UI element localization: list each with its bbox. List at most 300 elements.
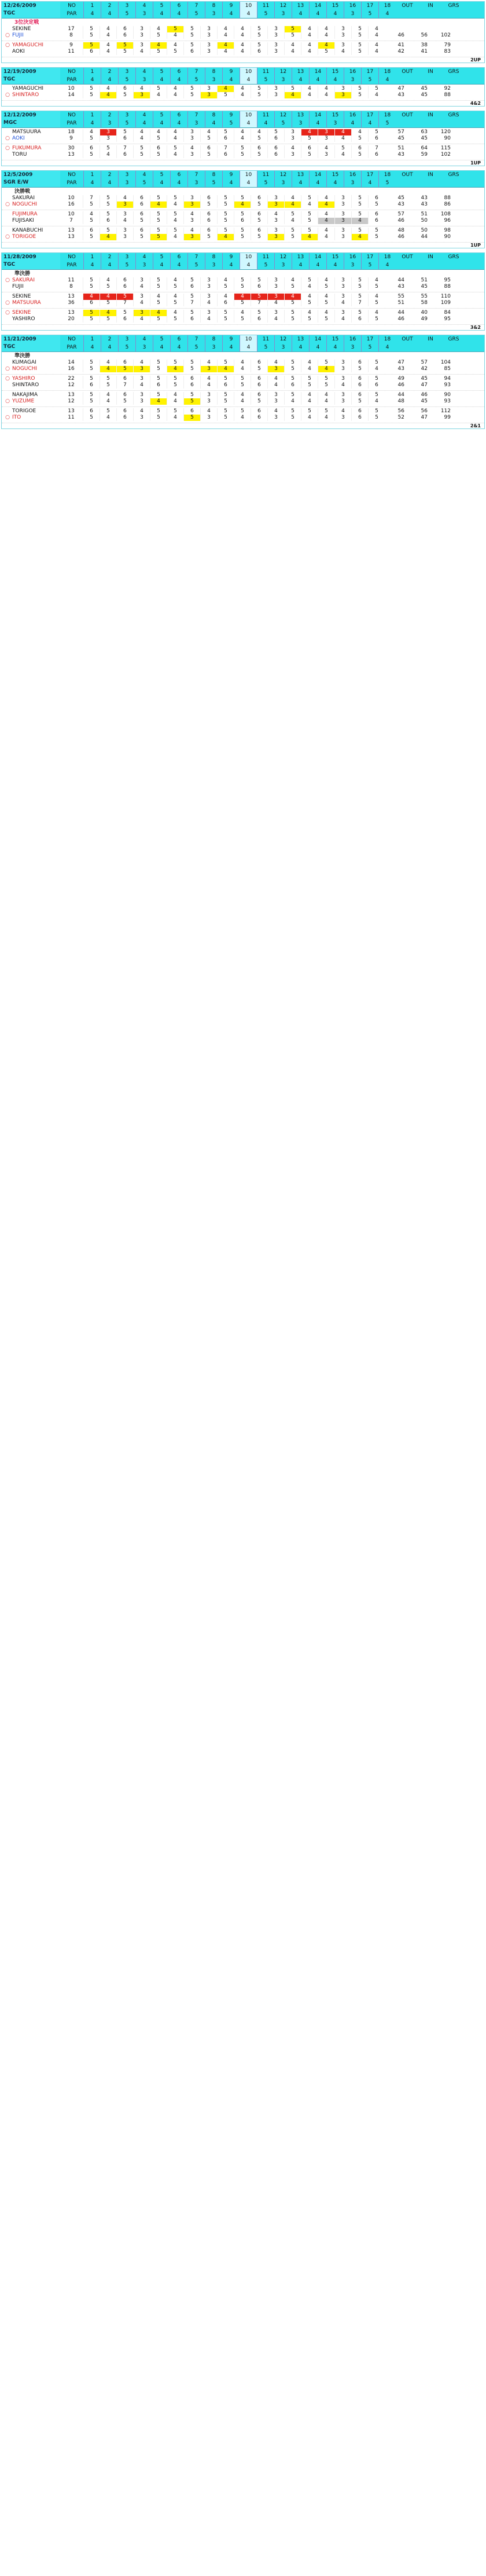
- hole-number: 18: [378, 335, 396, 343]
- hole-score: 4: [334, 382, 351, 389]
- hole-score: 5: [318, 316, 334, 323]
- hole-score: 4: [150, 42, 167, 49]
- par-value: 4: [361, 119, 378, 127]
- hole-score: 5: [100, 228, 116, 234]
- hole-score: 4: [368, 366, 385, 372]
- no-label: NO: [68, 336, 76, 342]
- out-label: OUT: [402, 336, 413, 342]
- hole-score: 5: [301, 382, 318, 389]
- round-card: [1, 111, 485, 166]
- hole-score: 5: [83, 310, 100, 316]
- hole-number: 1: [83, 111, 101, 119]
- par-value: 4: [326, 179, 344, 187]
- handicap: 22: [68, 376, 75, 382]
- hole-score: 4: [100, 42, 116, 49]
- in-total: 50: [421, 228, 428, 233]
- in-total: 45: [421, 284, 428, 290]
- hole-grid-header: [60, 68, 484, 84]
- winner-mark: [3, 129, 12, 135]
- hole-score: 6: [351, 376, 368, 382]
- hole-number: 16: [344, 2, 361, 10]
- match-tag: 準決勝: [14, 271, 31, 277]
- hole-score: 4: [217, 366, 234, 372]
- hole-score: 4: [217, 86, 234, 92]
- hole-score: 5: [234, 234, 251, 240]
- hole-number: 6: [170, 171, 187, 179]
- hole-number: 16: [344, 171, 361, 179]
- par-value: 4: [83, 76, 101, 84]
- player-row: [2, 300, 484, 306]
- hole-number: 8: [205, 2, 222, 10]
- winner-mark: ○: [5, 42, 10, 48]
- in-total: 49: [421, 316, 428, 322]
- hole-score: 3: [267, 392, 284, 398]
- match-group: [2, 226, 484, 243]
- hole-score: 5: [150, 415, 167, 421]
- hole-score: 4: [267, 360, 284, 366]
- par-value: 4: [83, 10, 101, 18]
- hole-score: 4: [100, 294, 116, 300]
- gross-total: 88: [444, 284, 451, 290]
- par-value: 4: [292, 179, 309, 187]
- hole-score: 5: [251, 42, 267, 49]
- hole-number: 13: [292, 335, 309, 343]
- hole-score: 5: [83, 316, 100, 323]
- hole-score: 4: [318, 398, 334, 405]
- no-label: NO: [68, 69, 76, 75]
- match-result: 3&2: [470, 325, 481, 330]
- par-value: 3: [135, 76, 153, 84]
- hole-score: 4: [167, 277, 183, 284]
- player-name: SAKURAI: [12, 277, 35, 283]
- hole-score: 5: [368, 376, 385, 382]
- round-card: [1, 67, 485, 107]
- hole-score: 3: [267, 195, 284, 201]
- handicap: 13: [68, 310, 75, 316]
- round-card: [1, 1, 485, 63]
- hole-score: 4: [133, 382, 150, 389]
- hole-score: 4: [284, 49, 301, 55]
- par-value: 4: [222, 179, 240, 187]
- hole-score: 5: [368, 392, 385, 398]
- par-value: 4: [153, 179, 170, 187]
- hole-score: 5: [251, 86, 267, 92]
- hole-score: 5: [167, 49, 183, 55]
- hole-score: 4: [133, 49, 150, 55]
- hole-score: 6: [116, 408, 133, 415]
- hole-score: 5: [83, 26, 100, 32]
- hole-score: 3: [200, 366, 217, 372]
- hole-number: 6: [170, 335, 187, 343]
- hole-number: 8: [205, 253, 222, 261]
- hole-score: 4: [150, 201, 167, 208]
- par-value: 4: [361, 179, 378, 187]
- hole-score: 5: [351, 86, 368, 92]
- hole-score: 3: [183, 135, 200, 142]
- hole-number-row: [60, 253, 484, 261]
- hole-score: 5: [167, 360, 183, 366]
- hole-number: 14: [309, 68, 326, 76]
- hole-score: 5: [351, 310, 368, 316]
- hole-number: 3: [118, 253, 135, 261]
- hole-score: 4: [334, 49, 351, 55]
- hole-score: 4: [200, 360, 217, 366]
- hole-score: 5: [116, 42, 133, 49]
- player-name-cell: [2, 376, 60, 382]
- hole-score: 5: [284, 300, 301, 306]
- hole-score: 4: [234, 415, 251, 421]
- player-row: [2, 129, 484, 135]
- par-value: 4: [326, 10, 344, 18]
- hole-score: 5: [234, 211, 251, 218]
- hole-score: 5: [217, 218, 234, 224]
- hole-number: 7: [187, 2, 205, 10]
- hole-score: 4: [183, 228, 200, 234]
- hole-score: 5: [150, 86, 167, 92]
- hole-score: 5: [150, 218, 167, 224]
- player-name-cell: [2, 195, 60, 201]
- hole-score: 5: [150, 277, 167, 284]
- gross-total: 115: [440, 145, 451, 151]
- hole-score: 5: [133, 152, 150, 158]
- handicap: 17: [68, 26, 75, 32]
- hole-score: 6: [217, 382, 234, 389]
- in-total: 57: [421, 360, 428, 365]
- hole-number: 9: [222, 335, 240, 343]
- hole-score: 5: [217, 129, 234, 135]
- hole-score: 4: [368, 277, 385, 284]
- par-value: 5: [118, 76, 135, 84]
- hole-score: 4: [167, 392, 183, 398]
- par-value: 4: [378, 343, 396, 351]
- hole-score: 3: [267, 49, 284, 55]
- hole-score: 4: [251, 129, 267, 135]
- hole-number: 14: [309, 2, 326, 10]
- hole-score: 3: [100, 129, 116, 135]
- hole-score: 4: [301, 366, 318, 372]
- hole-score: 4: [133, 129, 150, 135]
- handicap: 13: [68, 228, 75, 233]
- hole-score: 6: [267, 145, 284, 152]
- player-name: TORIGOE: [12, 408, 36, 414]
- hole-score: 4: [368, 294, 385, 300]
- hole-score: 3: [267, 284, 284, 290]
- match-group: [2, 128, 484, 144]
- hole-score: 4: [318, 415, 334, 421]
- hole-score: 5: [318, 360, 334, 366]
- par-value: 4: [292, 261, 309, 269]
- hole-score: 3: [267, 92, 284, 98]
- player-row: [2, 382, 484, 389]
- hole-score: 4: [217, 234, 234, 240]
- hole-score: 5: [183, 310, 200, 316]
- round-course: TGC: [3, 262, 16, 268]
- hole-number: 4: [135, 171, 153, 179]
- gross-total: 88: [444, 92, 451, 98]
- hole-score: 4: [318, 392, 334, 398]
- hole-score: 6: [83, 49, 100, 55]
- player-row: [2, 277, 484, 284]
- hole-score: 4: [234, 26, 251, 32]
- handicap: 10: [68, 86, 75, 91]
- hole-number: 18: [378, 171, 396, 179]
- out-total: 56: [397, 408, 404, 414]
- par-value: 3: [274, 179, 292, 187]
- hole-score: 4: [368, 42, 385, 49]
- hole-score: 6: [200, 228, 217, 234]
- hole-number: 15: [326, 68, 344, 76]
- hole-score: 4: [167, 218, 183, 224]
- player-row: [2, 145, 484, 152]
- hole-score: 6: [116, 86, 133, 92]
- hole-score: 4: [167, 310, 183, 316]
- hole-score: 5: [301, 408, 318, 415]
- hole-score: 3: [267, 86, 284, 92]
- hole-score: 6: [368, 135, 385, 142]
- player-row: [2, 92, 484, 98]
- par-value: 4: [309, 119, 326, 127]
- hole-score: 4: [100, 234, 116, 240]
- par-value: 3: [344, 261, 361, 269]
- gross-total: 112: [440, 408, 451, 414]
- hole-score: 5: [183, 86, 200, 92]
- hole-score: 4: [234, 92, 251, 98]
- winner-mark: [3, 392, 12, 398]
- handicap: 14: [68, 360, 75, 365]
- hole-score: 4: [83, 211, 100, 218]
- handicap: 8: [69, 32, 73, 38]
- hole-score: 5: [351, 284, 368, 290]
- handicap: 13: [68, 152, 75, 157]
- hole-number: 1: [83, 68, 101, 76]
- hole-score: 5: [116, 366, 133, 372]
- par-value: 4: [309, 76, 326, 84]
- player-name: YAMAGUCHI: [12, 86, 43, 91]
- hole-score: 5: [183, 366, 200, 372]
- hole-score: 4: [301, 42, 318, 49]
- out-total: 49: [397, 376, 404, 382]
- par-label: PAR: [67, 262, 77, 268]
- hole-score: 4: [301, 398, 318, 405]
- hole-score: 6: [100, 218, 116, 224]
- hole-score: 5: [234, 277, 251, 284]
- par-value: 5: [187, 261, 205, 269]
- hole-score: 5: [234, 316, 251, 323]
- player-name: AOKI: [12, 135, 25, 141]
- hole-score: 6: [116, 376, 133, 382]
- player-name: KANABUCHI: [12, 228, 43, 233]
- out-total: 46: [397, 316, 404, 322]
- hole-score: 3: [334, 92, 351, 98]
- hole-score: 4: [234, 366, 251, 372]
- winner-mark: [3, 316, 12, 323]
- hole-grid-header: [60, 335, 484, 351]
- gross-total: 102: [440, 32, 451, 38]
- gross-total: 96: [444, 218, 451, 223]
- hole-score: 5: [183, 392, 200, 398]
- match-group: [2, 270, 484, 292]
- winner-mark: [3, 26, 12, 32]
- hole-score: 5: [368, 129, 385, 135]
- hole-score: 5: [100, 376, 116, 382]
- match-group: [2, 292, 484, 309]
- hole-score: 4: [234, 294, 251, 300]
- hole-score: 5: [150, 135, 167, 142]
- out-total: 48: [397, 228, 404, 233]
- winner-mark: ○: [5, 234, 10, 240]
- hole-score: 4: [150, 129, 167, 135]
- hole-score: 3: [334, 310, 351, 316]
- handicap: 13: [68, 408, 75, 414]
- hole-score: 5: [217, 360, 234, 366]
- player-name-cell: [2, 366, 60, 372]
- hole-score: 5: [318, 49, 334, 55]
- hole-score: 6: [133, 211, 150, 218]
- out-total: 44: [397, 392, 404, 398]
- par-value: 5: [118, 261, 135, 269]
- hole-score: 4: [334, 300, 351, 306]
- hole-score: 5: [251, 152, 267, 158]
- gross-total: 94: [444, 376, 451, 382]
- par-value: 4: [170, 119, 187, 127]
- hole-score: 5: [234, 408, 251, 415]
- hole-score: 4: [351, 234, 368, 240]
- hole-score: 3: [334, 218, 351, 224]
- hole-score: 6: [200, 211, 217, 218]
- hole-score: 6: [200, 145, 217, 152]
- hole-score: 6: [351, 360, 368, 366]
- par-label: PAR: [67, 11, 77, 17]
- gross-total: 88: [444, 195, 451, 201]
- in-total: 43: [421, 201, 428, 207]
- hole-score: 3: [334, 26, 351, 32]
- hole-score: 4: [200, 408, 217, 415]
- hole-score: 6: [251, 360, 267, 366]
- hole-score: 5: [351, 228, 368, 234]
- in-total: 40: [421, 310, 428, 316]
- hole-number: 5: [153, 171, 170, 179]
- par-value: 4: [222, 10, 240, 18]
- hole-score: 5: [133, 234, 150, 240]
- hole-score: 5: [83, 152, 100, 158]
- in-total: 46: [421, 392, 428, 398]
- par-value: 4: [170, 179, 187, 187]
- par-label: PAR: [67, 345, 77, 350]
- hole-number: 18: [378, 68, 396, 76]
- hole-score: 4: [83, 129, 100, 135]
- hole-score: 3: [200, 398, 217, 405]
- hole-score: 5: [284, 316, 301, 323]
- hole-score: 4: [318, 277, 334, 284]
- hole-score: 5: [234, 195, 251, 201]
- hole-number: 18: [378, 253, 396, 261]
- round-date: 11/28/2009: [3, 254, 36, 260]
- player-name-cell: [2, 284, 60, 290]
- hole-score: 3: [267, 366, 284, 372]
- hole-number: 13: [292, 171, 309, 179]
- hole-score: 6: [133, 201, 150, 208]
- hole-score: 6: [150, 145, 167, 152]
- gross-total: 86: [444, 201, 451, 207]
- hole-number: 11: [257, 253, 274, 261]
- handicap: 13: [68, 392, 75, 398]
- player-name: FUJII: [12, 284, 24, 290]
- winner-mark: [3, 284, 12, 290]
- hole-score: 5: [217, 310, 234, 316]
- winner-mark: [3, 195, 12, 201]
- player-name-cell: [2, 294, 60, 300]
- hole-number: 17: [361, 68, 378, 76]
- hole-score: 4: [301, 360, 318, 366]
- in-total: 45: [421, 86, 428, 91]
- winner-mark: [3, 382, 12, 389]
- hole-number: 5: [153, 253, 170, 261]
- hole-number: 7: [187, 171, 205, 179]
- hole-score: 5: [83, 218, 100, 224]
- hole-score: 4: [167, 398, 183, 405]
- hole-score: 5: [83, 135, 100, 142]
- hole-score: 4: [301, 392, 318, 398]
- player-name: SAKURAI: [12, 195, 35, 201]
- hole-score: 6: [83, 382, 100, 389]
- hole-number: 17: [361, 171, 378, 179]
- round-course: TGC: [3, 10, 16, 16]
- hole-number: 7: [187, 253, 205, 261]
- hole-score: 6: [368, 211, 385, 218]
- in-label: IN: [428, 69, 433, 75]
- hole-score: 5: [318, 376, 334, 382]
- hole-number-row: [60, 111, 484, 119]
- handicap: 14: [68, 92, 75, 98]
- hole-score: 4: [234, 201, 251, 208]
- hole-score: 4: [100, 360, 116, 366]
- hole-score: 4: [150, 398, 167, 405]
- round-card: [1, 170, 485, 248]
- match-group: [2, 407, 484, 423]
- gross-total: 120: [440, 129, 451, 135]
- hole-score: 4: [301, 294, 318, 300]
- hole-score: 3: [200, 92, 217, 98]
- grs-label: GRS: [448, 3, 459, 9]
- par-value: 3: [135, 10, 153, 18]
- hole-score: 5: [351, 135, 368, 142]
- hole-score: 5: [150, 152, 167, 158]
- hole-score: 3: [133, 277, 150, 284]
- player-name: SHINTARO: [12, 382, 39, 388]
- hole-number: 10: [240, 68, 257, 76]
- hole-score: 5: [368, 201, 385, 208]
- winner-mark: [3, 211, 12, 218]
- hole-score: 6: [83, 408, 100, 415]
- hole-score: 4: [368, 49, 385, 55]
- hole-score: 4: [217, 42, 234, 49]
- par-value: 4: [153, 343, 170, 351]
- handicap: 10: [68, 195, 75, 201]
- hole-score: 6: [351, 382, 368, 389]
- hole-score: 7: [83, 195, 100, 201]
- hole-score: 4: [167, 42, 183, 49]
- hole-score: 3: [267, 218, 284, 224]
- player-row: [2, 32, 484, 39]
- out-total: 46: [397, 234, 404, 240]
- gross-total: 84: [444, 310, 451, 316]
- out-total: 57: [397, 129, 404, 135]
- hole-number: 15: [326, 171, 344, 179]
- hole-score: 5: [150, 316, 167, 323]
- hole-score: 7: [116, 145, 133, 152]
- hole-number: 3: [118, 171, 135, 179]
- hole-score: 5: [167, 195, 183, 201]
